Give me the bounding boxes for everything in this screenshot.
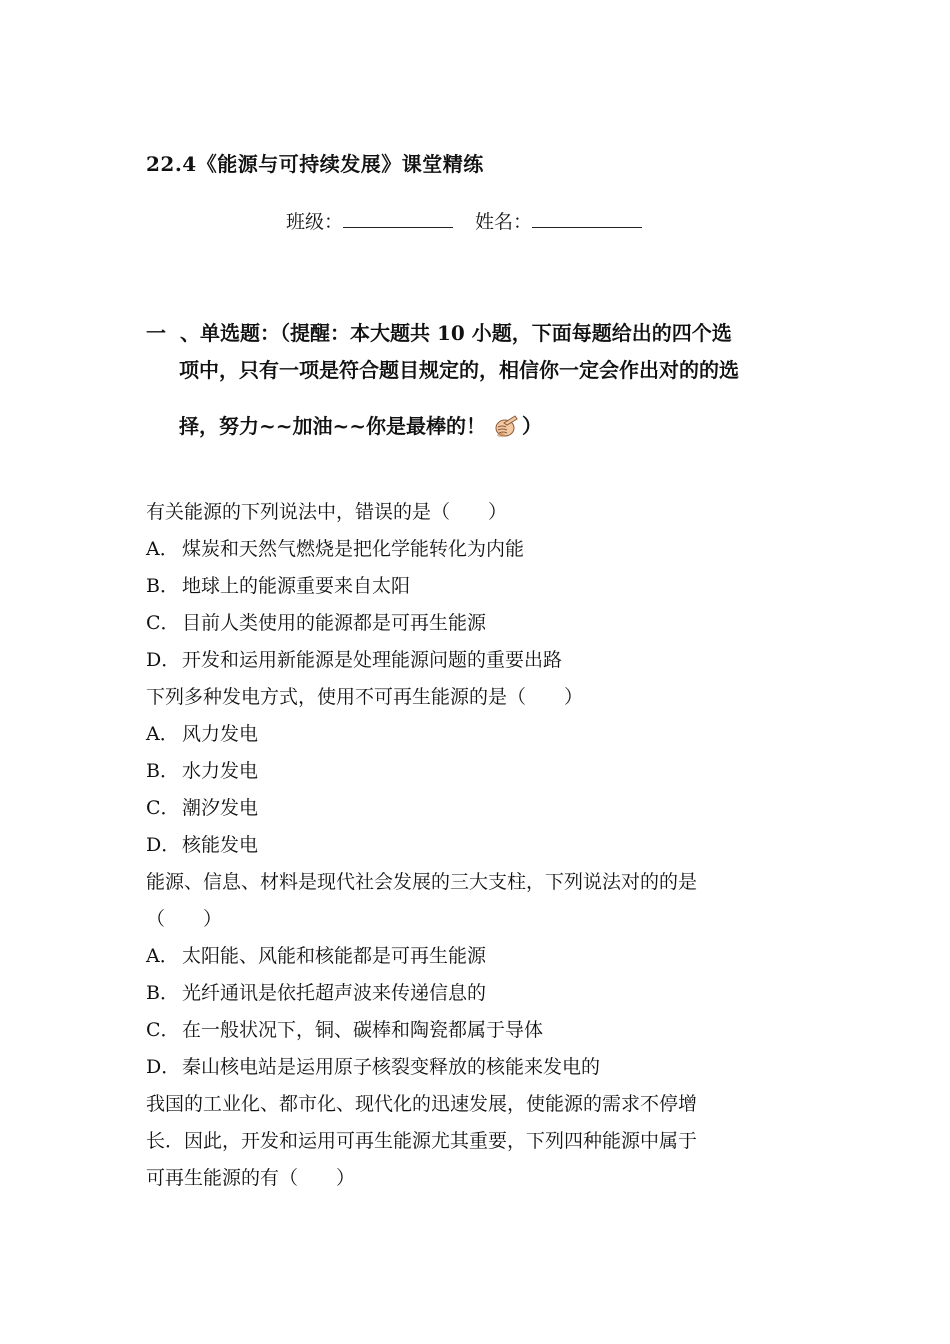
option-label: B． [146, 760, 179, 782]
question-stem-line-2: （ ） [146, 908, 223, 930]
option-a[interactable] [146, 938, 811, 975]
page-title: 22.4《能源与可持续发展》课堂精练 [146, 152, 484, 176]
option-label: A． [146, 538, 179, 560]
question-3 [146, 864, 811, 1086]
class-blank-field[interactable] [343, 209, 453, 228]
section-encouragement-text: 择，努力~~加油~~你是最棒的！ [179, 414, 487, 438]
option-c[interactable] [146, 790, 811, 827]
question-4 [146, 1086, 811, 1197]
pointing-hand-icon [490, 411, 520, 441]
question-stem: 下列多种发电方式，使用不可再生能源的是（ ） [146, 686, 584, 708]
option-text: 煤炭和天然气燃烧是把化学能转化为内能 [182, 538, 525, 560]
option-text: 目前人类使用的能源都是可再生能源 [182, 612, 487, 634]
option-text: 光纤通讯是依托超声波来传递信息的 [182, 982, 487, 1004]
option-b[interactable] [146, 975, 811, 1012]
section-number: 一 [146, 321, 166, 345]
option-a[interactable] [146, 716, 811, 753]
section-close-paren: ） [522, 414, 543, 438]
option-text: 核能发电 [182, 834, 259, 856]
option-text: 风力发电 [182, 723, 259, 745]
option-label: B． [146, 982, 179, 1004]
option-d[interactable] [146, 1049, 811, 1086]
option-label: D． [146, 1056, 181, 1078]
question-list [146, 494, 811, 1197]
option-label: C． [146, 797, 180, 819]
option-text: 太阳能、风能和核能都是可再生能源 [182, 945, 487, 967]
section-instruction-line-1: 、单选题：（提醒：本大题共 10 小题，下面每题给出的四个选 [180, 321, 732, 345]
question-stem-line-1: 能源、信息、材料是现代社会发展的三大支柱，下列说法对的的是 [146, 871, 698, 893]
name-label: 姓名： [475, 211, 533, 233]
option-label: B． [146, 575, 179, 597]
question-stem-line-3: 可再生能源的有（ ） [146, 1167, 356, 1189]
option-a[interactable] [146, 531, 811, 568]
option-text: 潮汐发电 [182, 797, 259, 819]
option-d[interactable] [146, 827, 811, 864]
option-label: C． [146, 612, 180, 634]
option-text: 地球上的能源重要来自太阳 [182, 575, 411, 597]
option-label: C． [146, 1019, 180, 1041]
section-instruction-line-3 [179, 407, 542, 445]
question-stem-line-1: 我国的工业化、都市化、现代化的迅速发展，使能源的需求不停增 [146, 1093, 698, 1115]
student-info-line [286, 207, 664, 234]
question-1 [146, 494, 811, 679]
section-instruction-line-2: 项中，只有一项是符合题目规定的，相信你一定会作出对的的选 [179, 358, 739, 382]
question-2 [146, 679, 811, 864]
option-text: 在一般状况下，铜、碳棒和陶瓷都属于导体 [182, 1019, 544, 1041]
class-label: 班级： [286, 211, 344, 233]
option-c[interactable] [146, 1012, 811, 1049]
option-label: D． [146, 649, 181, 671]
question-stem-line-2: 长．因此，开发和运用可再生能源尤其重要，下列四种能源中属于 [146, 1130, 698, 1152]
name-blank-field[interactable] [532, 209, 642, 228]
option-text: 秦山核电站是运用原子核裂变释放的核能来发电的 [182, 1056, 601, 1078]
option-c[interactable] [146, 605, 811, 642]
option-label: A． [146, 945, 179, 967]
option-d[interactable] [146, 642, 811, 679]
question-stem: 有关能源的下列说法中，错误的是（ ） [146, 501, 508, 523]
option-text: 开发和运用新能源是处理能源问题的重要出路 [182, 649, 563, 671]
option-label: D． [146, 834, 181, 856]
option-text: 水力发电 [182, 760, 259, 782]
option-b[interactable] [146, 568, 811, 605]
option-b[interactable] [146, 753, 811, 790]
option-label: A． [146, 723, 179, 745]
